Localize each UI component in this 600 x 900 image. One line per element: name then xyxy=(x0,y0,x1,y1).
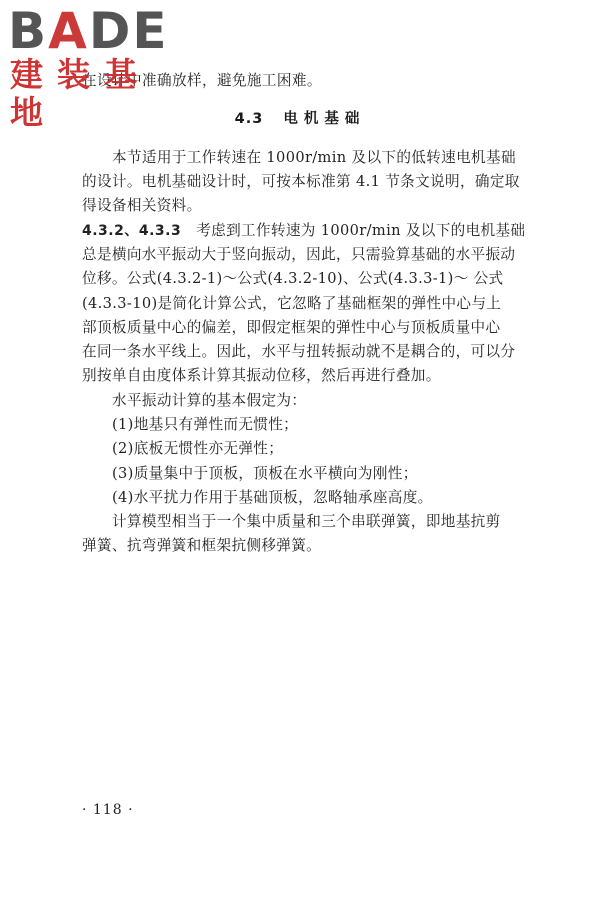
clause-line: 考虑到工作转速为 1000r/min 及以下的电机基础 xyxy=(196,222,526,239)
model-line: 计算模型相当于一个集中质量和三个串联弹簧，即地基抗剪 xyxy=(112,513,501,530)
clause-line: 别按单自由度体系计算其振动位移，然后再进行叠加。 xyxy=(82,367,441,385)
clause-line: (4.3.3-10)是简化计算公式，它忽略了基础框架的弹性中心与上 xyxy=(82,294,502,312)
watermark-brand-accent: A xyxy=(48,2,89,60)
clause-line: 部顶板质量中心的偏差，即假定框架的弹性中心与顶板质量中心 xyxy=(82,318,501,336)
intro-line: 本节适用于工作转速在 1000r/min 及以下的低转速电机基础 xyxy=(112,149,516,166)
intro-line: 的设计。电机基础设计时，可按本标准第 4.1 节条文说明，确定取 xyxy=(82,173,520,191)
assumption-item: (1)地基只有弹性而无惯性； xyxy=(112,416,299,434)
intro-paragraph xyxy=(82,146,528,219)
intro-line: 得设备相关资料。 xyxy=(82,197,202,215)
watermark-logo xyxy=(8,2,188,132)
watermark-brand-de: DE xyxy=(88,2,169,60)
clause-label: 4.3.2、4.3.3 xyxy=(82,223,182,239)
model-paragraph xyxy=(82,510,528,558)
page-number: · 118 · xyxy=(82,802,134,818)
model-line: 弹簧、抗弯弹簧和框架抗侧移弹簧。 xyxy=(82,537,322,555)
assumption-item: (3)质量集中于顶板，顶板在水平横向为刚性； xyxy=(112,464,418,482)
section-title: 电机基础 xyxy=(283,111,366,127)
clause-line: 总是横向水平振动大于竖向振动，因此，只需验算基础的水平振动 xyxy=(82,246,516,264)
watermark-subtitle: 建装基地 xyxy=(10,55,151,132)
assumption-heading: 水平振动计算的基本假定为： xyxy=(112,392,307,409)
assumptions-block xyxy=(82,389,528,510)
watermark-brand-b: B xyxy=(8,2,49,60)
assumption-item: (2)底板无惯性亦无弹性； xyxy=(112,440,284,458)
continuation-line: 在设计中准确放样，避免施工困难。 xyxy=(82,72,322,89)
clause-line: 在同一条水平线上。因此，水平与扭转振动就不是耦合的，可以分 xyxy=(82,343,516,361)
section-number: 4.3 xyxy=(234,111,264,127)
clause-paragraph xyxy=(82,219,528,388)
assumption-item: (4)水平扰力作用于基础顶板，忽略轴承座高度。 xyxy=(112,488,433,506)
clause-line: 位移。公式(4.3.2-1)～公式(4.3.2-10)、公式(4.3.3-1)～ 公式 xyxy=(82,270,504,288)
watermark-brand xyxy=(8,4,169,58)
clause-first-line xyxy=(82,219,528,243)
